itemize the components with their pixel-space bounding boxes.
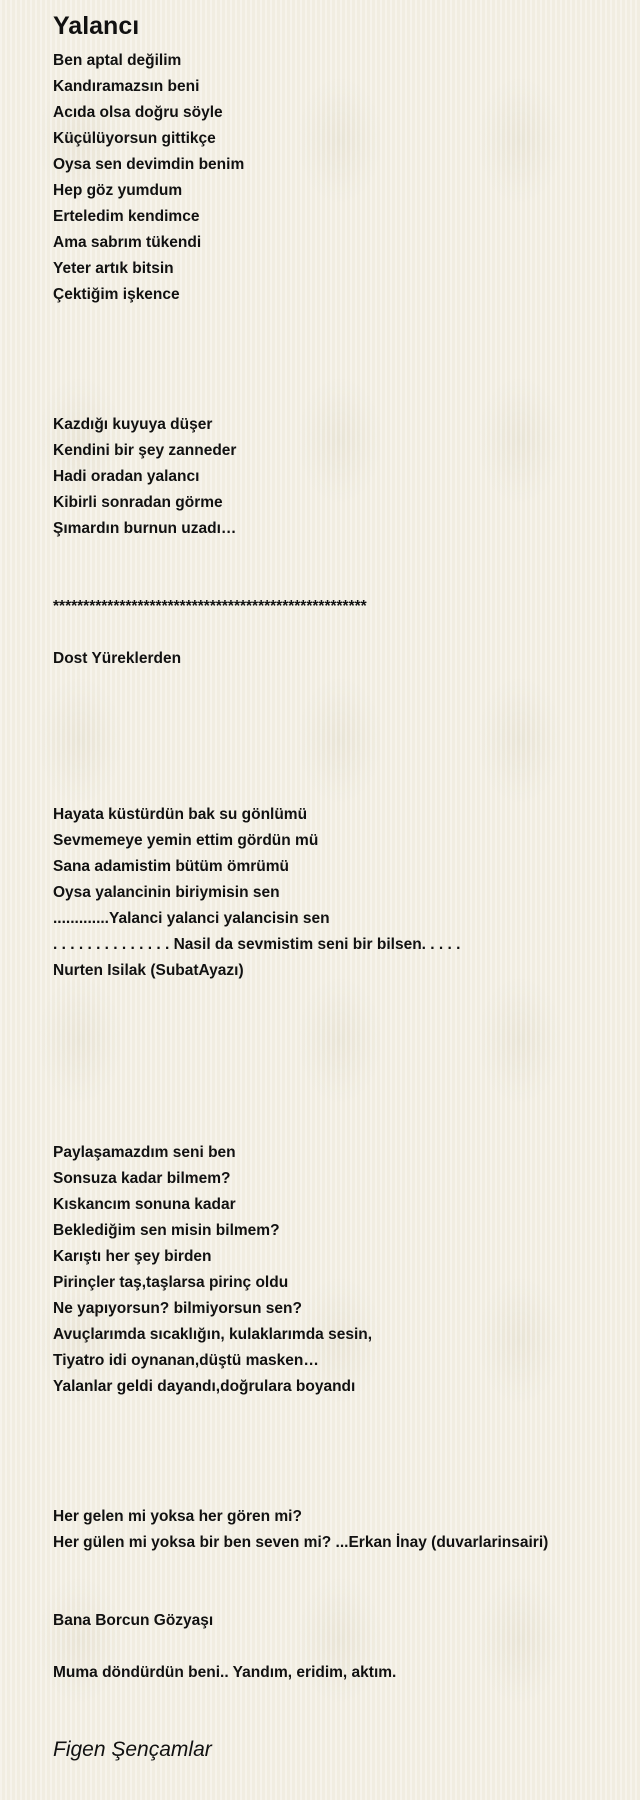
poem-body [53, 48, 633, 1686]
poem-line: Her gelen mi yoksa her gören mi? [53, 1508, 302, 1525]
poem-line: Kazdığı kuyuya düşer [53, 416, 213, 433]
blank-line [53, 724, 633, 750]
poem-line: .............Yalanci yalanci yalancisin sen [53, 910, 330, 927]
blank-line [53, 1556, 633, 1582]
blank-line [53, 1582, 633, 1608]
poem-line: Oysa yalancinin biriymisin sen [53, 884, 280, 901]
poem-line: Hep göz yumdum [53, 182, 183, 199]
poem-line: Acıda olsa doğru söyle [53, 104, 223, 121]
blank-line [53, 1634, 633, 1660]
poem-line: Kıskancım sonuna kadar [53, 1196, 236, 1213]
blank-line [53, 308, 633, 334]
blank-line [53, 1452, 633, 1478]
poem-line: Bana Borcun Gözyaşı [53, 1612, 214, 1629]
blank-line [53, 542, 633, 568]
poem-line: **************************************************** [53, 598, 367, 615]
blank-line [53, 672, 633, 698]
blank-line [53, 984, 633, 1010]
poem-line: Her gülen mi yoksa bir ben seven mi? ...Erkan İnay (duvarlarinsairi) [53, 1534, 549, 1551]
blank-line [53, 1400, 633, 1426]
poem-line: Pirinçler taş,taşlarsa pirinç oldu [53, 1274, 289, 1291]
blank-line [53, 1062, 633, 1088]
blank-line [53, 1114, 633, 1140]
blank-line [53, 620, 633, 646]
poem-line: Ben aptal değilim [53, 52, 182, 69]
blank-line [53, 1426, 633, 1452]
blank-line [53, 360, 633, 386]
poem-line: Muma döndürdün beni.. Yandım, eridim, aktım. [53, 1664, 397, 1681]
poem-line: Ne yapıyorsun? bilmiyorsun sen? [53, 1300, 302, 1317]
poem-line: . . . . . . . . . . . . . . Nasil da sevmistim seni bir bilsen. . . . . [53, 936, 461, 953]
blank-line [53, 386, 633, 412]
poem-line: Şımardın burnun uzadı… [53, 520, 237, 537]
poem-line: Sana adamistim bütüm ömrümü [53, 858, 289, 875]
poem-line: Sonsuza kadar bilmem? [53, 1170, 231, 1187]
poem-line: Çektiğim işkence [53, 286, 180, 303]
poem-line: Ama sabrım tükendi [53, 234, 202, 251]
poem-container [53, 10, 633, 1686]
poem-line: Hayata küstürdün bak su gönlümü [53, 806, 308, 823]
poem-line: Nurten Isilak (SubatAyazı) [53, 962, 244, 979]
blank-line [53, 1478, 633, 1504]
poem-line: Tiyatro idi oynanan,düştü masken… [53, 1352, 319, 1369]
poem-line: Dost Yüreklerden [53, 650, 182, 667]
blank-line [53, 334, 633, 360]
poem-line: Erteledim kendimce [53, 208, 200, 225]
poem-line: Kendini bir şey zanneder [53, 442, 237, 459]
blank-line [53, 698, 633, 724]
blank-line [53, 776, 633, 802]
blank-line [53, 1036, 633, 1062]
poem-line: Beklediğim sen misin bilmem? [53, 1222, 280, 1239]
poem-line: Avuçlarımda sıcaklığın, kulaklarımda sesin, [53, 1326, 373, 1343]
blank-line [53, 1010, 633, 1036]
poem-line: Yeter artık bitsin [53, 260, 174, 277]
poem-line: Yalanlar geldi dayandı,doğrulara boyandı [53, 1378, 356, 1395]
poem-author: Figen Şençamlar [53, 1738, 212, 1761]
poem-line: Küçülüyorsun gittikçe [53, 130, 216, 147]
poem-line: Karıştı her şey birden [53, 1248, 212, 1265]
poem-line: Sevmemeye yemin ettim gördün mü [53, 832, 319, 849]
blank-line [53, 568, 633, 594]
blank-line [53, 750, 633, 776]
poem-title: Yalancı [53, 12, 140, 40]
poem-line: Hadi oradan yalancı [53, 468, 200, 485]
poem-line: Kandıramazsın beni [53, 78, 200, 95]
poem-line: Oysa sen devimdin benim [53, 156, 245, 173]
poem-line: Paylaşamazdım seni ben [53, 1144, 236, 1161]
blank-line [53, 1088, 633, 1114]
poem-line: Kibirli sonradan görme [53, 494, 223, 511]
